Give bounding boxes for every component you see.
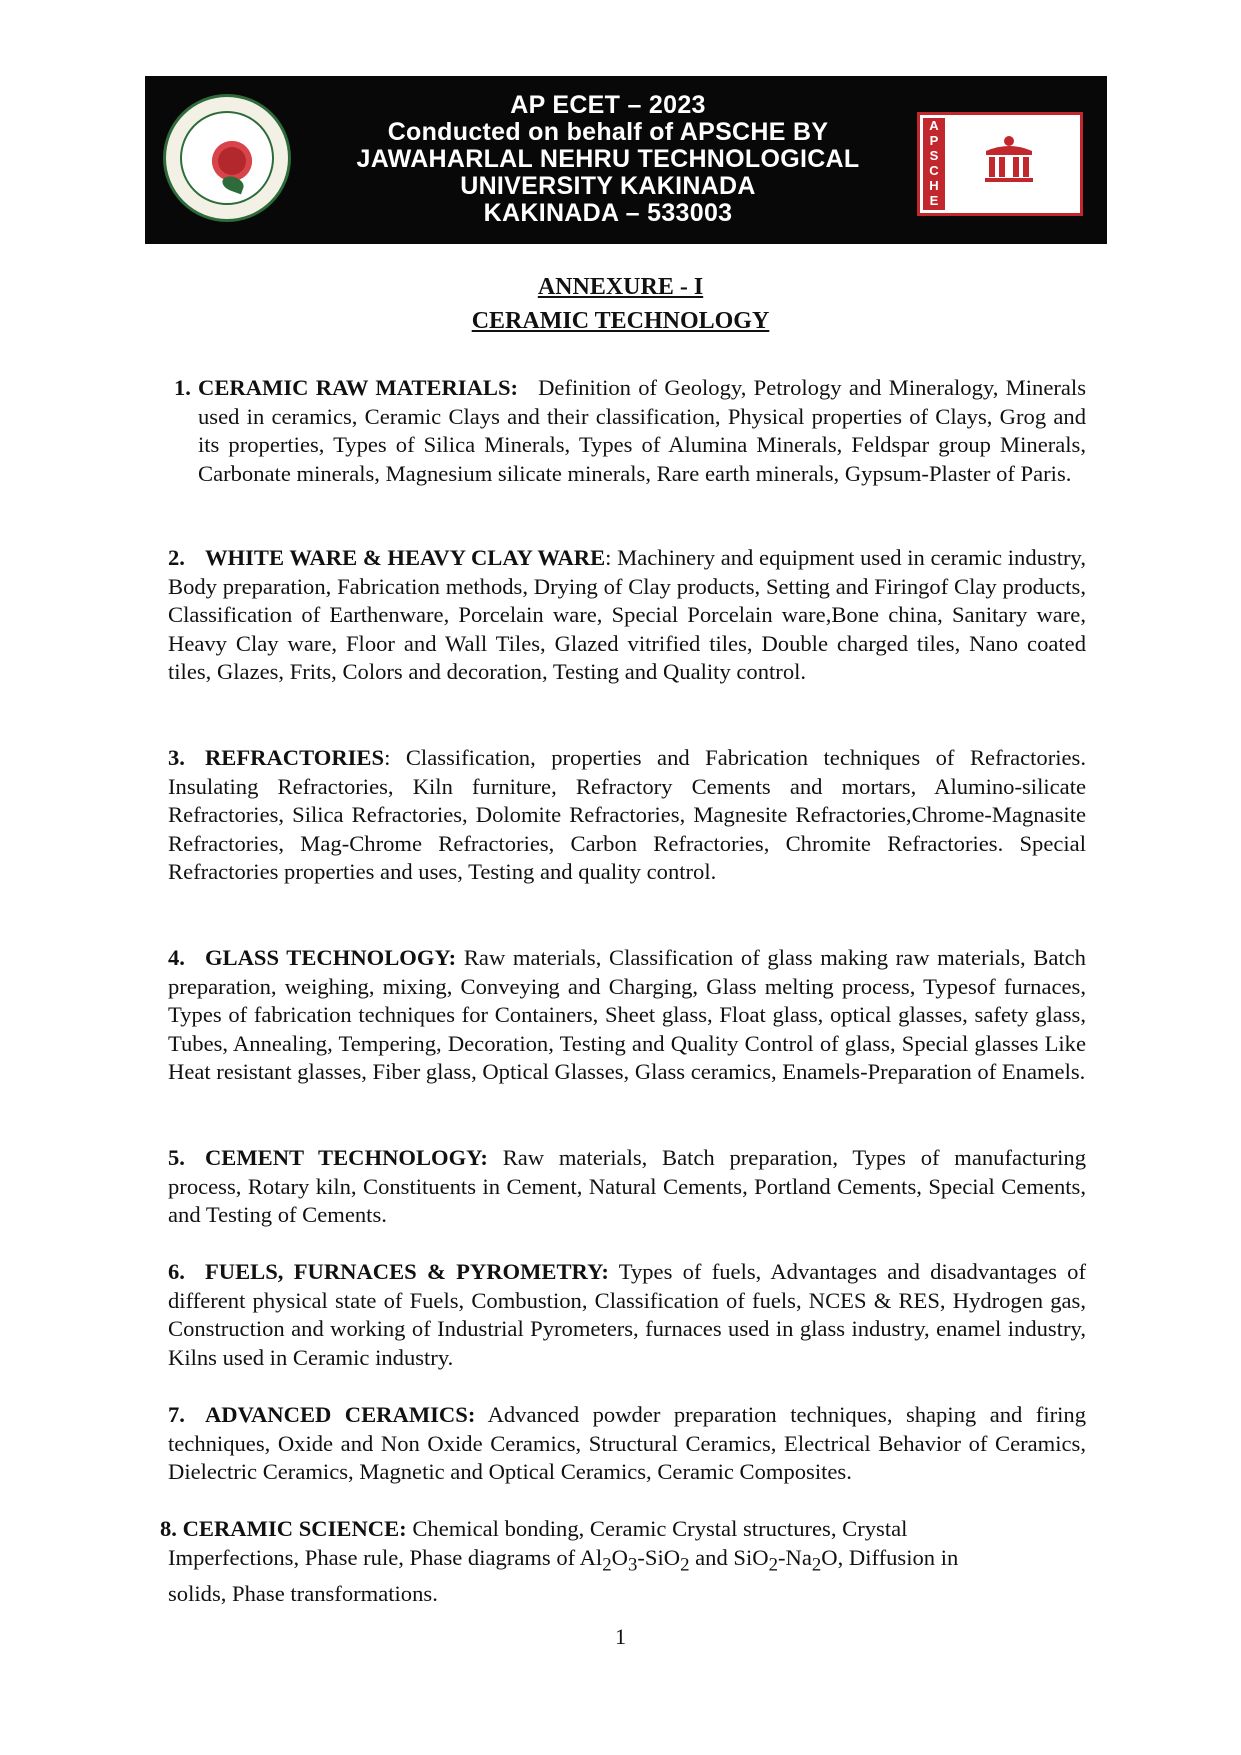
section-body: Types of fuels, Advantages and disadvantages of different physical state of Fuels, Combustion, Classification of fuels, NCES & RES, Hydrogen gas, Construction and working of Industrial Pyrometers, furnaces used in glass industry, enamel industry, Kilns used in Ceramic industry.: [168, 1259, 1086, 1370]
section-title: GLASS TECHNOLOGY:: [204, 945, 457, 970]
syllabus-section-4: [168, 944, 1086, 1087]
banner-line-5: KAKINADA – 533003: [483, 199, 733, 227]
section-title: REFRACTORIES: [204, 745, 385, 770]
syllabus-section-8: [160, 1515, 1086, 1608]
section-body: Raw materials, Classification of glass making raw materials, Batch preparation, weighing, mixing, Conveying and Charging, Glass melting process, Typesof furnaces, Types of fabrication techniques for Containers, Sheet glass, Float glass, optical glasses, safety glass, Tubes, Annealing, Tempering, Decoration, Testing and Quality Control of glass, Special glasses Like Heat resistant glasses, Fiber glass, Optical Glasses, Glass ceramics, Enamels-Preparation of Enamels.: [168, 945, 1086, 1085]
banner-line-2: Conducted on behalf of APSCHE BY: [387, 118, 829, 146]
syllabus-section-5: [168, 1144, 1086, 1230]
pillars-emblem-icon: [980, 133, 1038, 185]
banner-line-3: JAWAHARLAL NEHRU TECHNOLOGICAL: [356, 145, 860, 173]
section-body: Raw materials, Batch preparation, Types of manufacturing process, Rotary kiln, Constituents in Cement, Natural Cements, Portland Cements, Special Cements, and Testing of Cements.: [168, 1145, 1086, 1228]
section-title: WHITE WARE & HEAVY CLAY WARE: [204, 545, 606, 570]
section-title: FUELS, FURNACES & PYROMETRY:: [204, 1259, 609, 1284]
section-number: 2.: [168, 545, 185, 570]
jntuk-seal-logo: [163, 94, 291, 222]
rose-emblem-icon: [212, 141, 252, 181]
section-body-line-2: Imperfections, Phase rule, Phase diagrams of $Al_2O_3-SiO_2$ and $SiO_2-Na_2O$, Diffusion in: [168, 1544, 959, 1576]
section-number: 3.: [168, 745, 185, 770]
section-number: 6.: [168, 1259, 185, 1284]
section-title: CERAMIC SCIENCE:: [182, 1516, 407, 1541]
syllabus-section-2: [168, 544, 1086, 687]
header-banner: [145, 76, 1107, 244]
section-body-line-3: solids, Phase transformations.: [168, 1580, 438, 1606]
subject-heading: CERAMIC TECHNOLOGY: [471, 308, 770, 334]
apsche-letters: A P S C H E: [923, 118, 945, 210]
section-body: Definition of Geology, Petrology and Mineralogy, Minerals used in ceramics, Ceramic Clays and their classification, Physical properties of Clays, Grog and its properties, Types of Silica Minerals, Types of Alumina Minerals, Feldspar group Minerals, Carbonate minerals, Magnesium silicate minerals, Rare earth minerals, Gypsum-Plaster of Paris.: [198, 375, 1086, 486]
section-number: 1.: [174, 375, 191, 400]
banner-line-4: UNIVERSITY KAKINADA: [460, 172, 756, 200]
syllabus-section-6: [168, 1258, 1086, 1372]
page-number: 1: [615, 1624, 626, 1649]
section-number: 4.: [168, 945, 185, 970]
syllabus-section-7: [168, 1401, 1086, 1487]
section-body: Advanced powder preparation techniques, shaping and firing techniques, Oxide and Non Oxide Ceramics, Structural Ceramics, Electrical Behavior of Ceramics, Dielectric Ceramics, Magnetic and Optical Ceramics, Ceramic Composites.: [168, 1402, 1086, 1485]
banner-line-1: AP ECET – 2023: [510, 91, 706, 119]
section-number: 5.: [168, 1145, 185, 1170]
apsche-logo: [917, 112, 1083, 216]
section-body: : Classification, properties and Fabrication techniques of Refractories. Insulating Refractories, Kiln furniture, Refractory Cements and mortars, Alumino-silicate Refractories, Silica Refractories, Dolomite Refractories, Magnesite Refractories,Chrome-Magnasite Refractories, Mag-Chrome Refractories, Carbon Refractories, Chromite Refractories. Special Refractories properties and uses, Testing and quality control.: [168, 745, 1086, 885]
syllabus-section-3: [168, 744, 1086, 887]
section-title: ADVANCED CERAMICS:: [204, 1402, 476, 1427]
section-title: CERAMIC RAW MATERIALS:: [198, 375, 519, 400]
banner-title: [305, 92, 911, 227]
section-body: : Machinery and equipment used in ceramic industry, Body preparation, Fabrication methods, Drying of Clay products, Setting and Firingof Clay products, Classification of Earthenware, Porcelain ware, Special Porcelain ware,Bone china, Sanitary ware, Heavy Clay ware, Floor and Wall Tiles, Glazed vitrified tiles, Double charged tiles, Nano coated tiles, Glazes, Frits, Colors and decoration, Testing and Quality control.: [168, 545, 1086, 685]
annexure-heading: ANNEXURE - I: [537, 274, 704, 300]
syllabus-section-1: [174, 374, 1086, 488]
section-number: 8.: [160, 1516, 177, 1541]
section-number: 7.: [168, 1402, 185, 1427]
section-title: CEMENT TECHNOLOGY:: [204, 1145, 488, 1170]
section-body-line-1: Chemical bonding, Ceramic Crystal structures, Crystal: [406, 1516, 908, 1541]
